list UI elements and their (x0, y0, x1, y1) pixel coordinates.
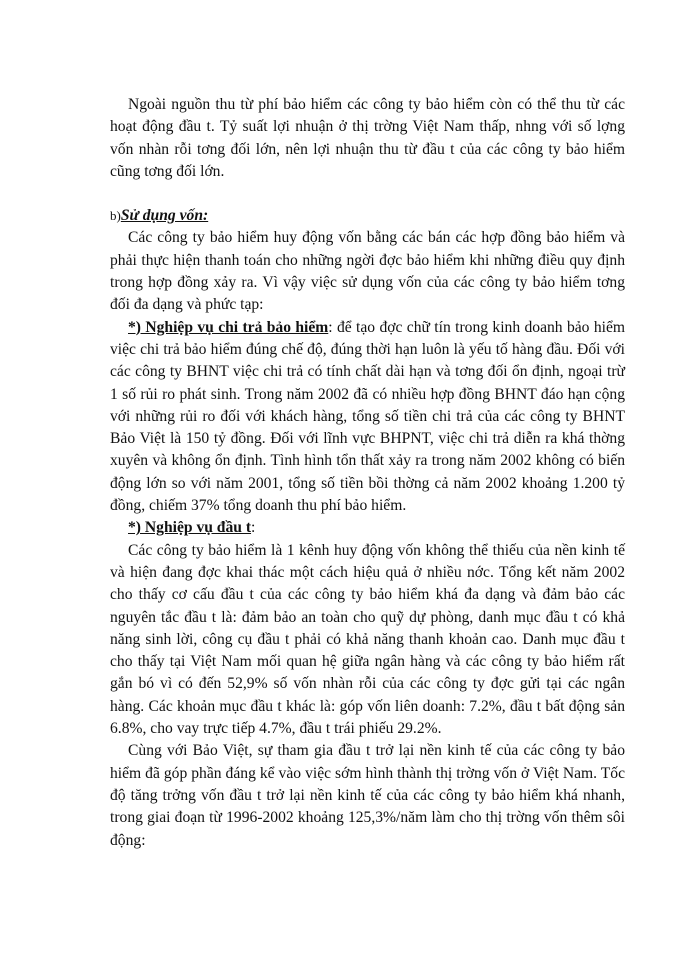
document-page (110, 94, 625, 852)
item2-heading (110, 517, 625, 539)
paragraph-gap (110, 183, 625, 205)
section-b-heading (110, 205, 625, 227)
intro-paragraph: Ngoài nguồn thu từ phí bảo hiểm các công ty bảo hiểm còn có thể thu từ các hoạt động đầu t. Tỷ suất lợi nhuận ở thị trờng Việt Nam thấp, nhng với số lợng vốn nhàn rỗi tơng đối lớn, nên lợi nhuận thu từ đầu t của các công ty bảo hiểm cũng tơng đối lớn. (110, 96, 625, 180)
item1-paragraph (110, 317, 625, 518)
item2-title: *) Nghiệp vụ đầu t (128, 519, 252, 537)
closing-paragraph: Cùng với Bảo Việt, sự tham gia đầu t trở lại nền kinh tế của các công ty bảo hiểm đã góp phần đáng kể vào việc sớm hình thành thị trờng vốn ở Việt Nam. Tốc độ tăng trởng vốn đầu t trở lại nền kinh tế của các công ty bảo hiểm khá nhanh, trong giai đoạn từ 1996-2002 khoảng 125,3%/năm làm cho thị trờng vốn thêm sôi động: (110, 742, 625, 849)
section-b-number: b) (110, 208, 121, 224)
section-b-paragraph: Các công ty bảo hiểm huy động vốn bằng các bán các hợp đồng bảo hiểm và phải thực hiện thanh toán cho những ngời đợc bảo hiểm khi những điều quy định trong hợp đồng xảy ra. Vì vậy việc sử dụng vốn của các công ty bảo hiểm tơng đối đa dạng và phức tạp: (110, 229, 625, 314)
item2-paragraph: Các công ty bảo hiểm là 1 kênh huy động vốn không thể thiếu của nền kinh tế và hiện đang đợc khai thác một cách hiệu quả ở nhiều nớc. Tổng kết năm 2002 cho thấy cơ cấu đầu t của các công ty bảo hiểm khá đa dạng và đảm bảo các nguyên tắc đầu t là: đảm bảo an toàn cho quỹ dự phòng, danh mục đầu t có khả năng sinh lời, công cụ đầu t phải có khả năng thanh khoản cao. Danh mục đầu t cho thấy tại Việt Nam mối quan hệ giữa ngân hàng và các công ty bảo hiểm rất gắn bó vì có đến 52,9% số vốn nhàn rỗi của các công ty đợc gửi tại các ngân hàng. Các khoản mục đầu t khác là: góp vốn liên doanh: 7.2%, đầu t bất động sản 6.8%, cho vay trực tiếp 4.7%, đầu t trái phiếu 29.2%. (110, 541, 625, 738)
item1-title: *) Nghiệp vụ chi trả bảo hiểm (128, 318, 329, 336)
section-b-title: Sử dụng vốn: (120, 207, 209, 225)
item2-suffix: : (251, 519, 256, 537)
item1-body: : để tạo đợc chữ tín trong kinh doanh bảo hiểm việc chi trả bảo hiểm đúng chế độ, đúng thời hạn luôn là yếu tố hàng đầu. Đối với các công ty BHNT việc chi trả có tính chất dài hạn và tơng đối ổn định, ngoại trừ 1 số rủi ro phát sinh. Trong năm 2002 đã có nhiều hợp đồng BHNT đáo hạn cộng với những rủi ro đối với khách hàng, tổng số tiền chi trả của các công ty BHNT Bảo Việt là 150 tỷ đồng. Đối với lĩnh vực BHPNT, việc chi trả diễn ra khá thờng xuyên và không ổn định. Tình hình tổn thất xảy ra trong năm 2002 không có biến động lớn so với năm 2001, tổng số tiền bồi thờng cả năm 2002 khoảng 1.200 tỷ đồng, chiếm 37% tổng doanh thu phí bảo hiểm. (110, 318, 625, 515)
